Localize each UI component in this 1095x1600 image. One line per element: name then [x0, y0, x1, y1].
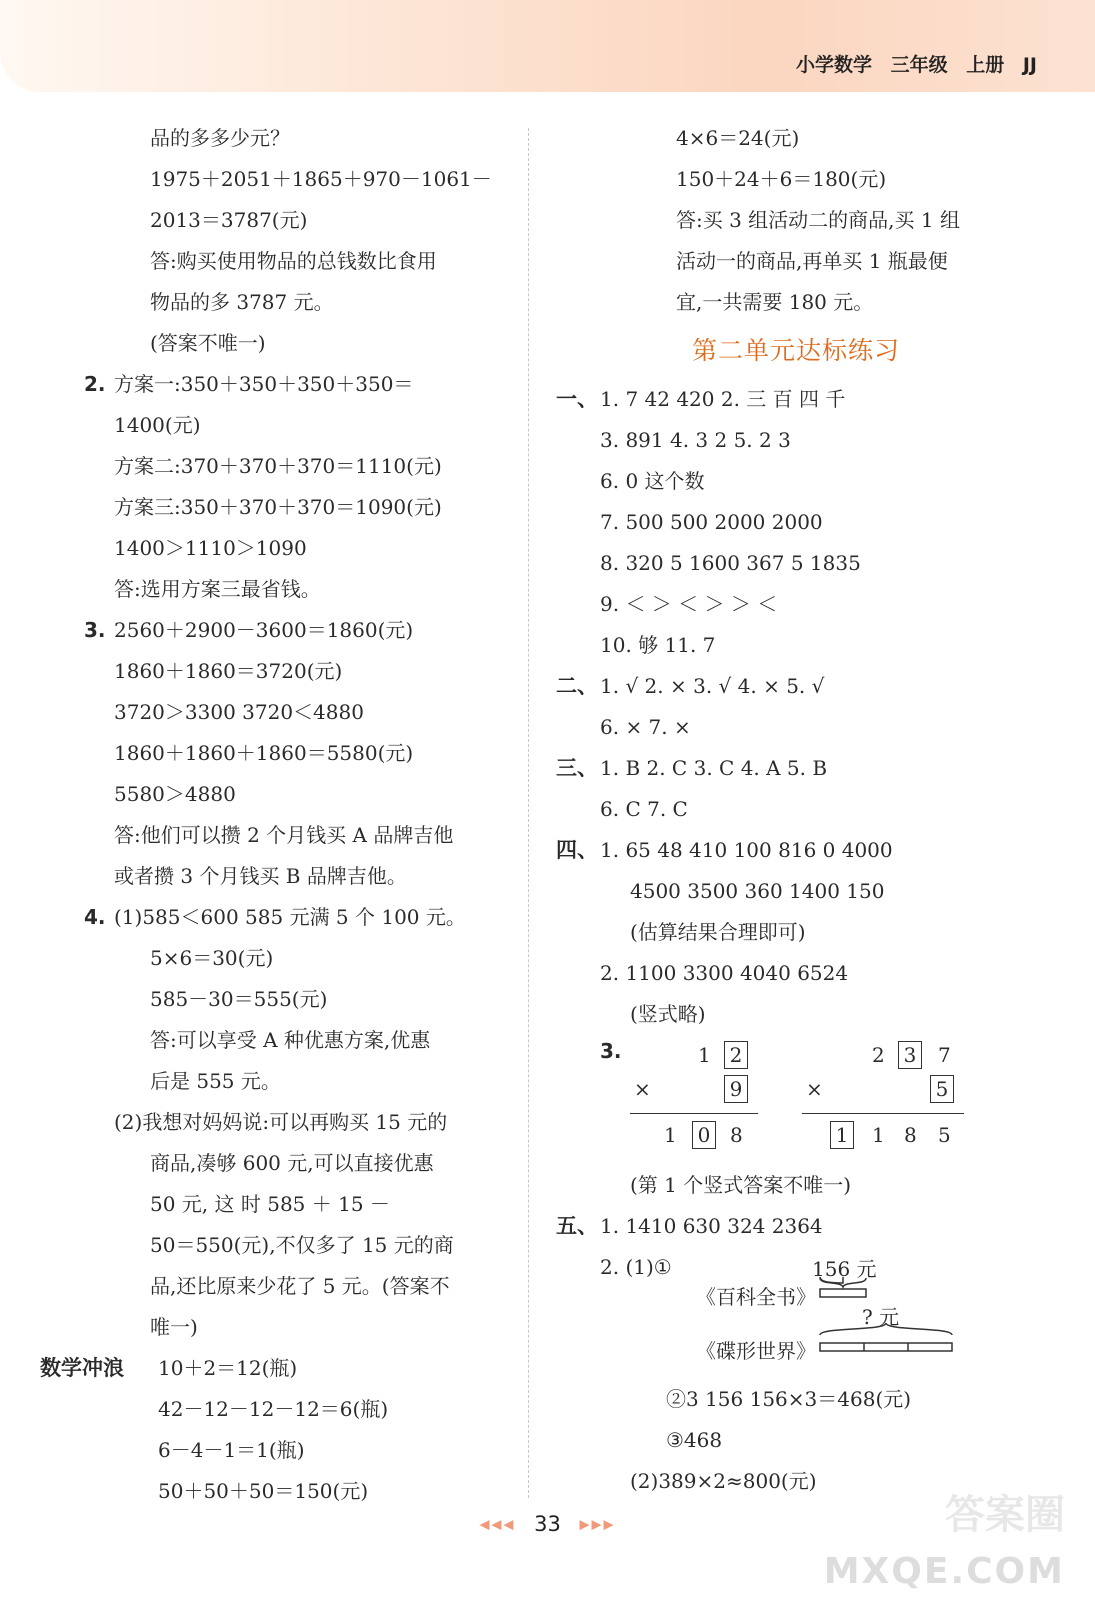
diagram-label: 《百科全书》 [696, 1285, 816, 1309]
text-line [40, 610, 510, 651]
text-line: 50 元, 这 时 585 ＋ 15 － [150, 1192, 390, 1216]
watermark-text: MXQE.COM [823, 1551, 1065, 1592]
answer-box: 1 [830, 1121, 854, 1149]
text-line: 8. 320 5 1600 367 5 1835 [600, 551, 861, 575]
text-line [556, 379, 1036, 420]
text: 1. 7 42 420 2. 三 百 四 千 [600, 387, 846, 411]
line-segment-diagram [556, 1247, 1036, 1379]
multiply-sign: × [634, 1077, 651, 1101]
text-line: 2013＝3787(元) [150, 208, 308, 232]
question-number: 3. [84, 618, 106, 642]
text-line: 3720＞3300 3720＜4880 [114, 700, 364, 724]
digit: 1 [872, 1123, 885, 1147]
text-line [40, 364, 510, 405]
text-line: 4×6＝24(元) [676, 126, 800, 150]
prev-arrows-icon: ◀◀◀ [479, 1517, 516, 1533]
text-line: 方案三:350＋370＋370＝1090(元) [114, 495, 442, 519]
section-label: 四、 [556, 838, 598, 862]
answer-box: 3 [898, 1041, 922, 1069]
text-line: 50＝550(元),不仅多了 15 元的商 [150, 1233, 454, 1257]
diagram-label: ? 元 [862, 1305, 900, 1329]
digit: 5 [938, 1123, 951, 1147]
text-line: (2)389×2≈800(元) [630, 1469, 817, 1493]
page-number: 33 [534, 1512, 561, 1536]
text-line: 6. × 7. × [600, 715, 691, 739]
answer-box: 9 [724, 1075, 748, 1103]
text-line: (第 1 个竖式答案不唯一) [630, 1173, 852, 1197]
text: 10＋2＝12(瓶) [158, 1356, 298, 1380]
text-line: 品的多多少元？ [150, 126, 290, 150]
answer-box: 2 [724, 1041, 748, 1069]
text: 2560＋2900－3600＝1860(元) [114, 618, 414, 642]
text-line: 商品,凑够 600 元,可以直接优惠 [150, 1151, 434, 1175]
text-line: 2. (1)① [600, 1255, 672, 1279]
text-line [40, 897, 510, 938]
text-line: 1400＞1110＞1090 [114, 536, 307, 560]
next-arrows-icon: ▶▶▶ [579, 1517, 616, 1533]
text-line: 6. 0 这个数 [600, 469, 705, 493]
text-line: 唯一) [150, 1315, 198, 1339]
page-footer [0, 1512, 1095, 1536]
header-title: 小学数学 三年级 上册 JJ [796, 54, 1037, 76]
digit: 2 [872, 1043, 885, 1067]
text-line: 答:他们可以攒 2 个月钱买 A 品牌吉他 [114, 823, 454, 847]
text-line [40, 1348, 510, 1389]
text-line: 1860＋1860＝3720(元) [114, 659, 343, 683]
digit: 1 [698, 1043, 711, 1067]
math-surf-label: 数学冲浪 [40, 1356, 124, 1380]
text-line: 5580＞4880 [114, 782, 236, 806]
digit: 1 [664, 1123, 677, 1147]
section-label: 一、 [556, 387, 598, 411]
text-line: 1400(元) [114, 413, 201, 437]
calc-line [802, 1113, 964, 1114]
answer-box: 5 [930, 1075, 954, 1103]
right-column [556, 118, 1036, 1502]
calc-line [630, 1113, 758, 1114]
text-line: 答:购买使用物品的总钱数比食用 [150, 249, 437, 273]
question-number: 3. [600, 1039, 622, 1063]
vertical-calculations [556, 1035, 1036, 1165]
text-line [556, 830, 1036, 871]
text-line: 活动一的商品,再单买 1 瓶最便 [676, 249, 948, 273]
text-line: 后是 555 元。 [150, 1069, 281, 1093]
answer-box: 0 [692, 1121, 716, 1149]
text: 方案一:350＋350＋350＋350＝ [114, 372, 414, 396]
section-label: 五、 [556, 1214, 598, 1238]
digit: 8 [904, 1123, 917, 1147]
text-line: 2. 1100 3300 4040 6524 [600, 961, 849, 985]
text-line: 50＋50＋50＝150(元) [158, 1479, 369, 1503]
text-line: 1860＋1860＋1860＝5580(元) [114, 741, 414, 765]
text-line: (竖式略) [630, 1002, 706, 1026]
text-line [556, 666, 1036, 707]
section-label: 三、 [556, 756, 598, 780]
text-line: 或者攒 3 个月钱买 B 品牌吉他。 [114, 864, 407, 888]
question-number: 2. [84, 372, 106, 396]
text-line: 9. ＜ ＞ ＜ ＞ ＞ ＜ [600, 592, 778, 616]
text-line: ②3 156 156×3＝468(元) [666, 1387, 912, 1411]
text-line: 7. 500 500 2000 2000 [600, 510, 823, 534]
diagram-label: 《碟形世界》 [696, 1339, 816, 1363]
text-line: 答:买 3 组活动二的商品,买 1 组 [676, 208, 960, 232]
text-line: 10. 够 11. 7 [600, 633, 716, 657]
text-line: ③468 [666, 1428, 723, 1452]
text-line: 答:选用方案三最省钱。 [114, 577, 321, 601]
column-divider [528, 128, 529, 1498]
text-line [556, 748, 1036, 789]
text-line: 42－12－12－12＝6(瓶) [158, 1397, 389, 1421]
question-number: 4. [84, 905, 106, 929]
text-line: 6－4－1＝1(瓶) [158, 1438, 305, 1462]
text: 1. 65 48 410 100 816 0 4000 [600, 838, 893, 862]
text-line: 宜,一共需要 180 元。 [676, 290, 874, 314]
text-line: (答案不唯一) [150, 331, 266, 355]
section-label: 二、 [556, 674, 598, 698]
text-line: 答:可以享受 A 种优惠方案,优惠 [150, 1028, 431, 1052]
text-line: 585－30＝555(元) [150, 987, 328, 1011]
text-line: 3. 891 4. 3 2 5. 2 3 [600, 428, 791, 452]
diagram-label: 156 元 [812, 1257, 877, 1281]
text-line: 方案二:370＋370＋370＝1110(元) [114, 454, 442, 478]
page-header [0, 0, 1095, 92]
text-line [556, 1206, 1036, 1247]
text: 1. 1410 630 324 2364 [600, 1214, 823, 1238]
text-line: 150＋24＋6＝180(元) [676, 167, 887, 191]
text-line: 1975＋2051＋1865＋970－1061－ [150, 167, 492, 191]
section-title: 第二单元达标练习 [691, 336, 900, 365]
text-line: 5×6＝30(元) [150, 946, 274, 970]
digit: 7 [938, 1043, 951, 1067]
text: 1. √ 2. × 3. √ 4. × 5. √ [600, 674, 825, 698]
text-line: (估算结果合理即可) [630, 920, 806, 944]
text: 1. B 2. C 3. C 4. A 5. B [600, 756, 828, 780]
left-column [40, 118, 510, 1512]
text-line: 品,还比原来少花了 5 元。(答案不 [150, 1274, 450, 1298]
text: (1)585＜600 585 元满 5 个 100 元。 [114, 905, 466, 929]
text-line: (2)我想对妈妈说:可以再购买 15 元的 [114, 1110, 448, 1134]
multiply-sign: × [806, 1077, 823, 1101]
text-line: 4500 3500 360 1400 150 [630, 879, 885, 903]
text-line: 6. C 7. C [600, 797, 688, 821]
digit: 8 [730, 1123, 743, 1147]
text-line: 物品的多 3787 元。 [150, 290, 334, 314]
watermark-logo: 答案圈 [945, 1492, 1065, 1538]
